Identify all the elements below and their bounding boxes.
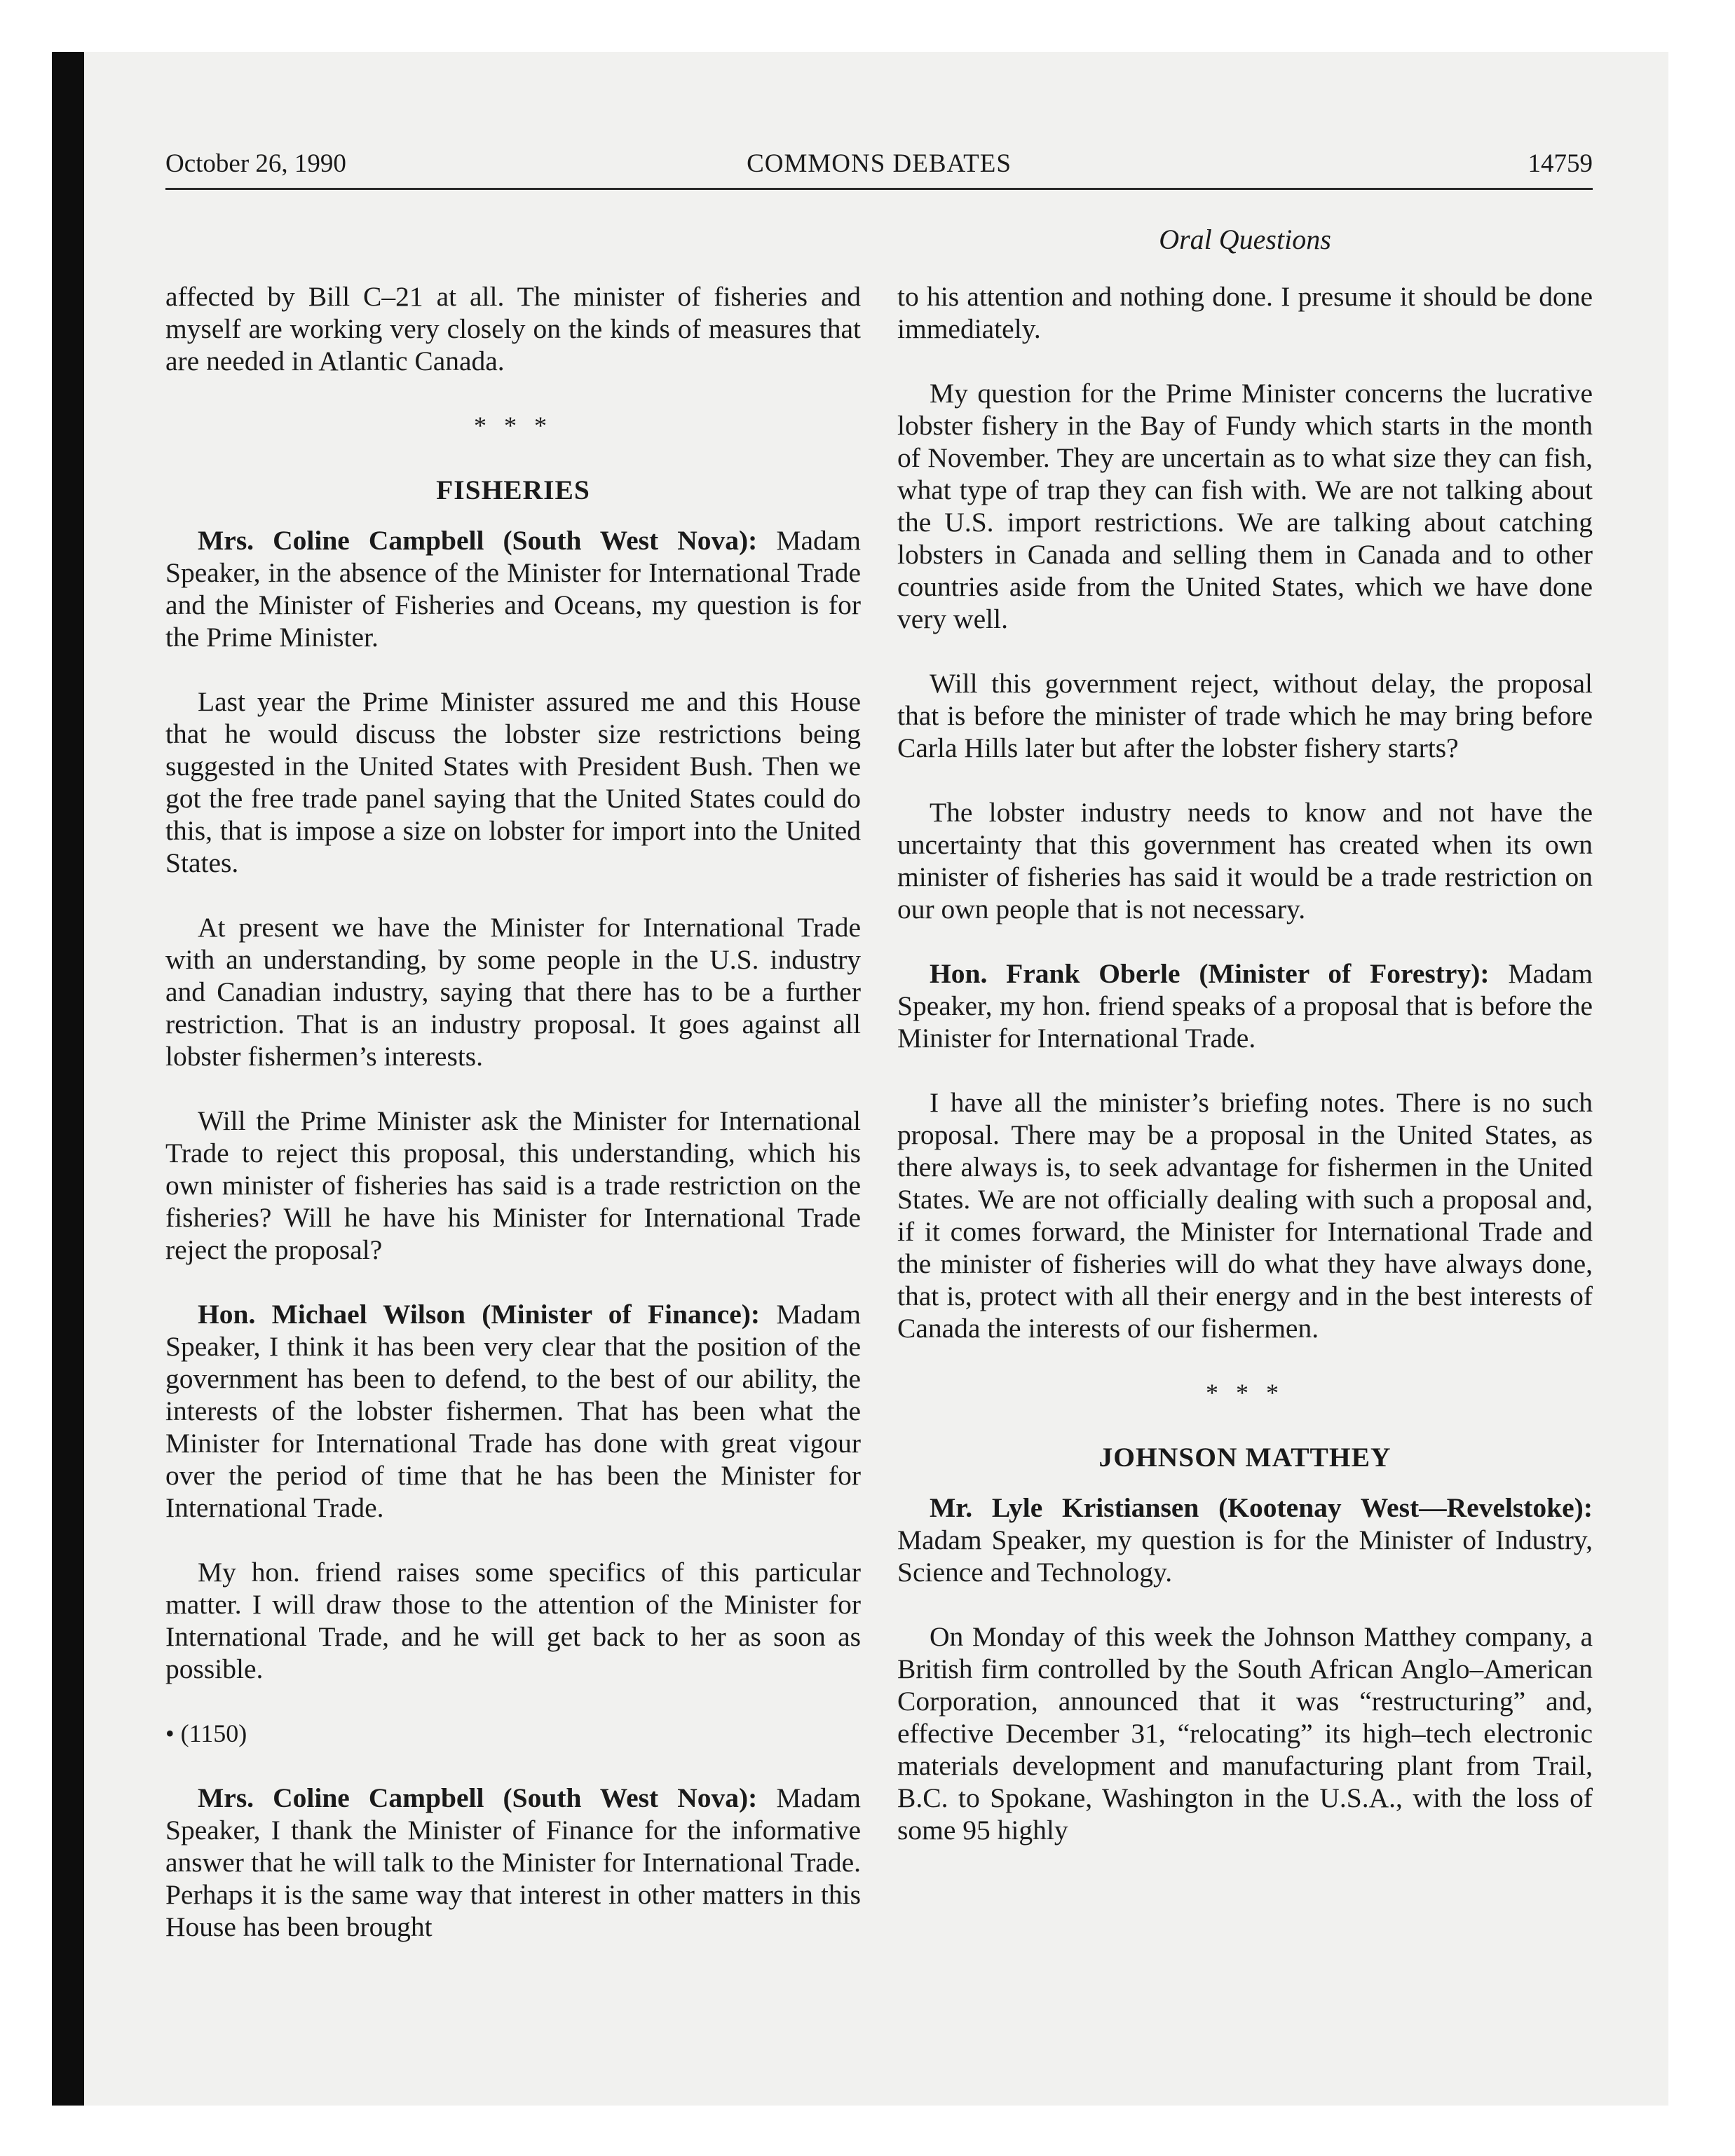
paragraph: affected by Bill C–21 at all. The minister of fisheries and myself are working very closely on the kinds of measures that are needed in Atlantic Canada. xyxy=(165,281,861,376)
speaker-name: Mr. Lyle Kristiansen (Kootenay West—Revelstoke): xyxy=(930,1492,1593,1523)
speech-text: Madam Speaker, in the absence of the Minister for International Trade and the Minister of Fisheries and Oceans, my question is for the Prime Minister. xyxy=(165,525,861,653)
speech-text: Madam Speaker, I thank the Minister of Finance for the informative answer that he will talk to the Minister for International Trade. Perhaps it is the same way that interest in other matters in this House has been brought xyxy=(165,1782,861,1942)
speech-text: Madam Speaker, my hon. friend speaks of a proposal that is before the Minister for International Trade. xyxy=(897,958,1593,1053)
paragraph: My hon. friend raises some specifics of this particular matter. I will draw those to the attention of the Minister for International Trade, and he will get back to her as soon as possible. xyxy=(165,1557,861,1684)
header-page-number: 14759 xyxy=(1528,149,1593,178)
header-date: October 26, 1990 xyxy=(165,149,346,178)
paragraph: I have all the minister’s briefing notes. There is no such proposal. There may be a proposal in the United States, as there always is, to seek advantage for fishermen in the United States. We are not officially dealing with such a proposal and, if it comes forward, the Minister for International Trade and the minister of fisheries will do what they have always done, that is, protect with all their energy and in the best interests of Canada the interests of our fishermen. xyxy=(897,1087,1593,1344)
section-heading: FISHERIES xyxy=(436,475,590,505)
paragraph: On Monday of this week the Johnson Matthey company, a British firm controlled by the South African Anglo–American Corporation, announced that it was “restructuring” and, effective December 31, “relocating” its high–tech electronic materials development and manufacturing plant from Trail, B.C. to Spokane, Washington in the U.S.A., with the loss of some 95 highly xyxy=(897,1621,1593,1845)
speaker-name: Mrs. Coline Campbell (South West Nova): xyxy=(198,1782,758,1813)
section-label: Oral Questions xyxy=(1159,224,1331,255)
paragraph xyxy=(165,524,861,653)
speaker-name: Hon. Michael Wilson (Minister of Finance): xyxy=(198,1299,761,1330)
paragraph xyxy=(165,1782,861,1943)
paragraph: At present we have the Minister for International Trade with an understanding, by some people in the U.S. industry and Canadian industry, saying that there has to be a further restriction. That is an industry proposal. It goes against all lobster fishermen’s interests. xyxy=(165,912,861,1072)
right-column xyxy=(897,280,1593,1878)
section-heading: JOHNSON MATTHEY xyxy=(1098,1442,1392,1473)
speaker-name: Hon. Frank Oberle (Minister of Forestry): xyxy=(930,958,1490,989)
paragraph: Last year the Prime Minister assured me and this House that he would discuss the lobster size restrictions being suggested in the United States with President Bush. Then we got the free trade panel saying that the United States could do this, that is impose a size on lobster for import into the United States. xyxy=(165,686,861,878)
paragraph: to his attention and nothing done. I presume it should be done immediately. xyxy=(897,281,1593,344)
speech-text: Madam Speaker, my question is for the Minister of Industry, Science and Technology. xyxy=(897,1524,1593,1588)
paragraph xyxy=(165,1298,861,1524)
header-publication: COMMONS DEBATES xyxy=(747,149,1012,178)
paragraph: Will the Prime Minister ask the Minister for International Trade to reject this proposal, this understanding, which his own minister of fisheries has said is a trade restriction on the fisheries? Will he have his Minister for International Trade reject the proposal? xyxy=(165,1105,861,1265)
paragraph: My question for the Prime Minister concerns the lucrative lobster fishery in the Bay of Fundy which starts in the month of November. They are uncertain as to what size they can fish, what type of trap they can fish with. We are not talking about the U.S. import restrictions. We are talking about catching lobsters in Canada and selling them in Canada and to other countries aside from the United States, which we have done very well. xyxy=(897,378,1593,634)
paragraph xyxy=(897,1492,1593,1588)
speaker-name: Mrs. Coline Campbell (South West Nova): xyxy=(198,525,758,556)
scan-edge-shadow xyxy=(52,52,84,2106)
section-separator: * * * xyxy=(1206,1379,1284,1407)
section-separator: * * * xyxy=(474,411,552,439)
paragraph xyxy=(897,957,1593,1054)
running-header xyxy=(165,140,1593,190)
left-column xyxy=(165,280,861,1975)
paragraph: The lobster industry needs to know and not have the uncertainty that this government has created when its own minister of fisheries has said it would be a trade restriction on our own people that is not necessary. xyxy=(897,797,1593,925)
paragraph: Will this government reject, without delay, the proposal that is before the minister of trade which he may bring before Carla Hills later but after the lobster fishery starts? xyxy=(897,668,1593,763)
time-marker: • (1150) xyxy=(165,1719,247,1747)
speech-text: Madam Speaker, I think it has been very clear that the position of the government has been to defend, to the best of our ability, the interests of the lobster fishermen. That has been what the Minister for International Trade has done with great vigour over the period of time that he has been the Minister for International Trade. xyxy=(165,1299,861,1523)
